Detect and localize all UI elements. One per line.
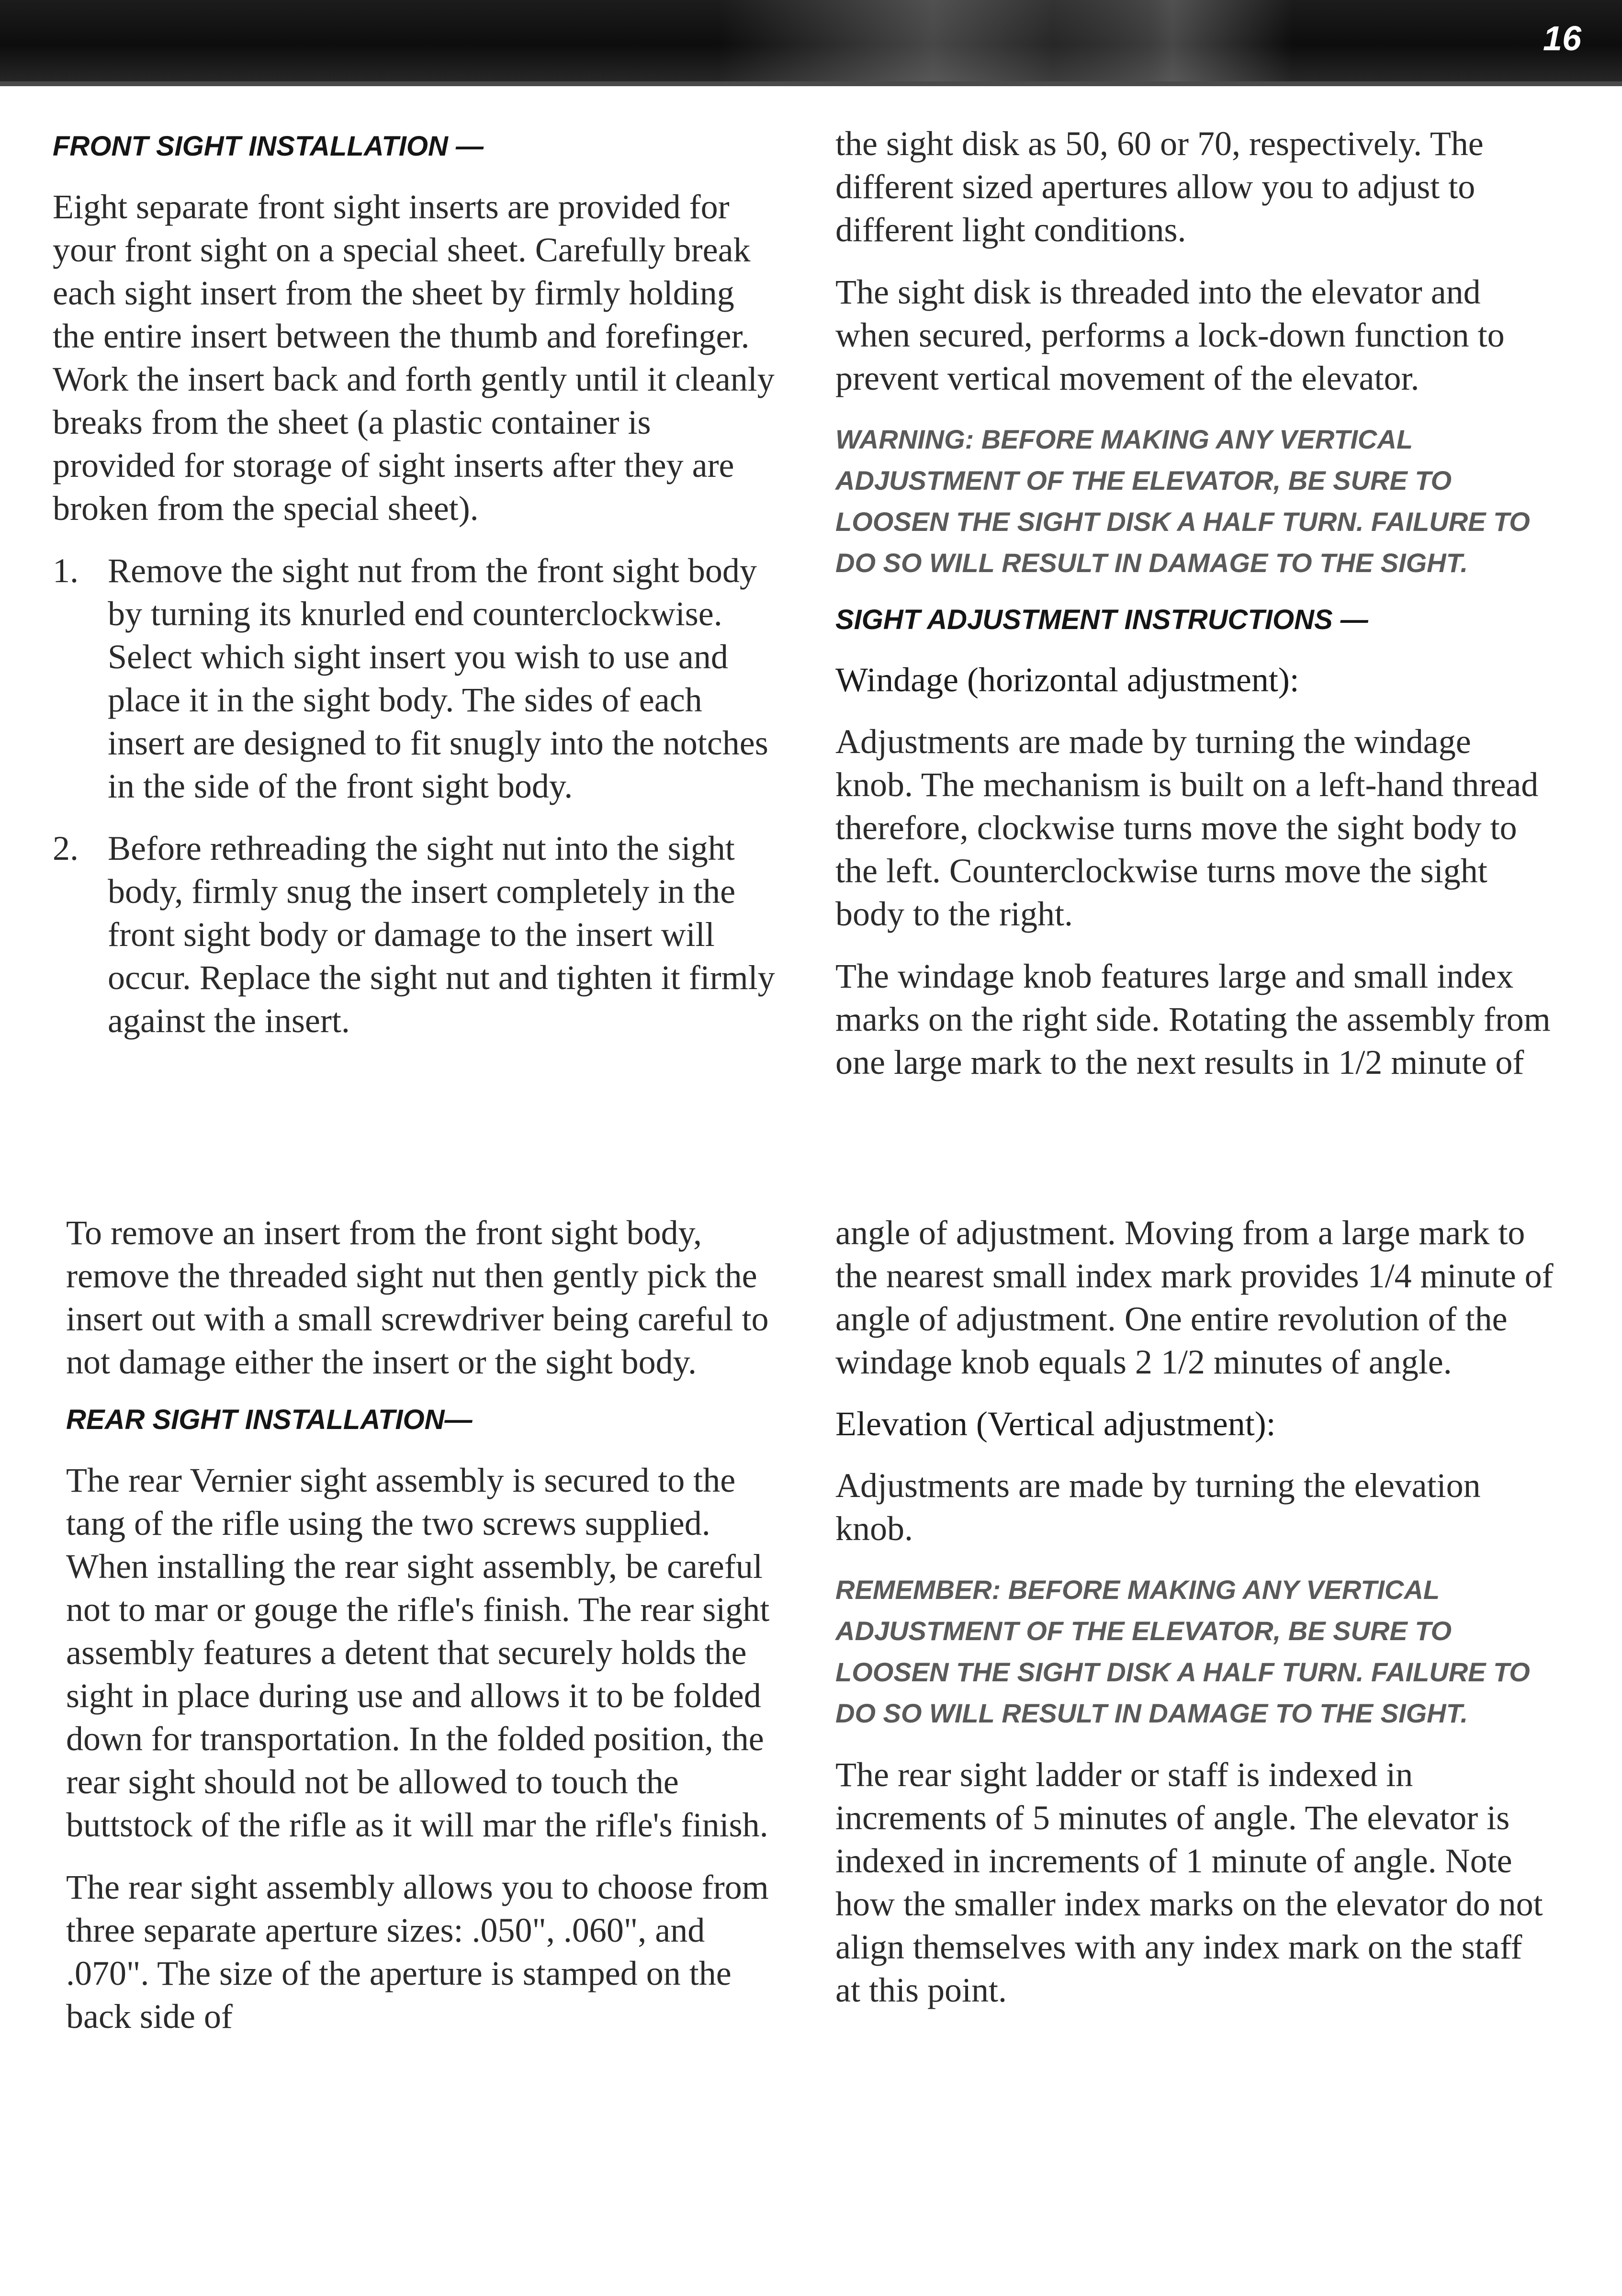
step-text: Remove the sight nut from the front sight body by turning its knurled end counterclockwise. Select which sight insert you wish to use and place it in the sight body. The sides of each insert are designed to fit snugly into the notches in the side of the front sight body. [108, 551, 768, 805]
rear-sight-section [66, 1211, 794, 2057]
windage-paragraph-2: The windage knob features large and small index marks on the right side. Rotating the assembly from one large mark to the next results in 1/2 minute of [835, 957, 1551, 1081]
header-streak [1053, 0, 1293, 81]
aperture-continuation: the sight disk as 50, 60 or 70, respectively. The different sized apertures allow you to adjust to different light conditions. [835, 124, 1484, 249]
page-number: 16 [1543, 20, 1581, 58]
step-number: 1. [53, 551, 79, 590]
step-item [53, 827, 780, 1042]
step-text: Before rethreading the sight nut into the sight body, firmly snug the insert completely in the front sight body or damage to the insert will occur. Replace the sight nut and tighten it firmly against the insert. [108, 829, 775, 1040]
sight-disk-section [835, 122, 1554, 1103]
sight-disk-paragraph: The sight disk is threaded into the elevator and when secured, performs a lock-down function to prevent vertical movement of the elevator. [835, 273, 1505, 397]
remember-notice: REMEMBER: BEFORE MAKING ANY VERTICAL ADJUSTMENT OF THE ELEVATOR, BE SURE TO LOOSEN THE SIGHT DISK A HALF TURN. FAILURE TO DO SO WILL RESULT IN DAMAGE TO THE SIGHT. [835, 1575, 1530, 1728]
elevation-section [835, 1211, 1554, 2031]
rear-sight-heading: REAR SIGHT INSTALLATION— [66, 1404, 473, 1435]
front-sight-intro: Eight separate front sight inserts are provided for your front sight on a special sheet. Carefully break each sight insert from the sheet by firmly holding the entire insert between the thumb and forefinger. Work the insert back and forth gently until it cleanly breaks from the sheet (a plastic container is provided for storage of sight inserts after they are broken from the special sheet). [53, 188, 775, 528]
front-sight-steps [53, 549, 780, 1042]
windage-paragraph-1: Adjustments are made by turning the windage knob. The mechanism is built on a left-hand thread therefore, clockwise turns move the sight body to the left. Counterclockwise turns move the sight body to the right. [835, 722, 1539, 933]
front-sight-section [53, 129, 780, 1061]
adjustment-heading: SIGHT ADJUSTMENT INSTRUCTIONS — [835, 604, 1368, 635]
warning-notice: WARNING: BEFORE MAKING ANY VERTICAL ADJUSTMENT OF THE ELEVATOR, BE SURE TO LOOSEN THE SIGHT DISK A HALF TURN. FAILURE TO DO SO WILL RESULT IN DAMAGE TO THE SIGHT. [835, 424, 1530, 578]
windage-heading: Windage (horizontal adjustment): [835, 661, 1299, 699]
windage-continuation: angle of adjustment. Moving from a large mark to the nearest small index mark provides 1/4 minute of angle of adjustment. One entire revolution of the windage knob equals 2 1/2 minutes of angle. [835, 1214, 1554, 1381]
rear-sight-paragraph-1: The rear Vernier sight assembly is secured to the tang of the rifle using the two screws supplied. When installing the rear sight assembly, be careful not to mar or gouge the rifle's finish. The rear sight assembly features a detent that securely holds the sight in place during use and allows it to be folded down for transportation. In the folded position, the rear sight should not be allowed to touch the buttstock of the rifle as it will mar the rifle's finish. [66, 1461, 770, 1844]
rear-sight-paragraph-2: The rear sight assembly allows you to choose from three separate aperture sizes: .050", .060", and .070". The size of the aperture is stamped on the back side of [66, 1868, 769, 2036]
elevation-paragraph-1: Adjustments are made by turning the elevation knob. [835, 1466, 1481, 1548]
elevation-paragraph-2: The rear sight ladder or staff is indexed in increments of 5 minutes of angle. The elevator is indexed in increments of 1 minute of angle. Note how the smaller index marks on the elevator do not align themselves with any index mark on the staff at this point. [835, 1756, 1543, 2009]
step-number: 2. [53, 829, 79, 867]
page-header-bar [0, 0, 1622, 81]
header-divider [0, 81, 1622, 86]
remove-insert-paragraph: To remove an insert from the front sight body, remove the threaded sight nut then gently pick the insert out with a small screwdriver being careful to not damage either the insert or the sight body. [66, 1214, 769, 1381]
front-sight-heading: FRONT SIGHT INSTALLATION — [53, 131, 484, 162]
elevation-heading: Elevation (Vertical adjustment): [835, 1405, 1276, 1443]
step-item [53, 549, 780, 808]
